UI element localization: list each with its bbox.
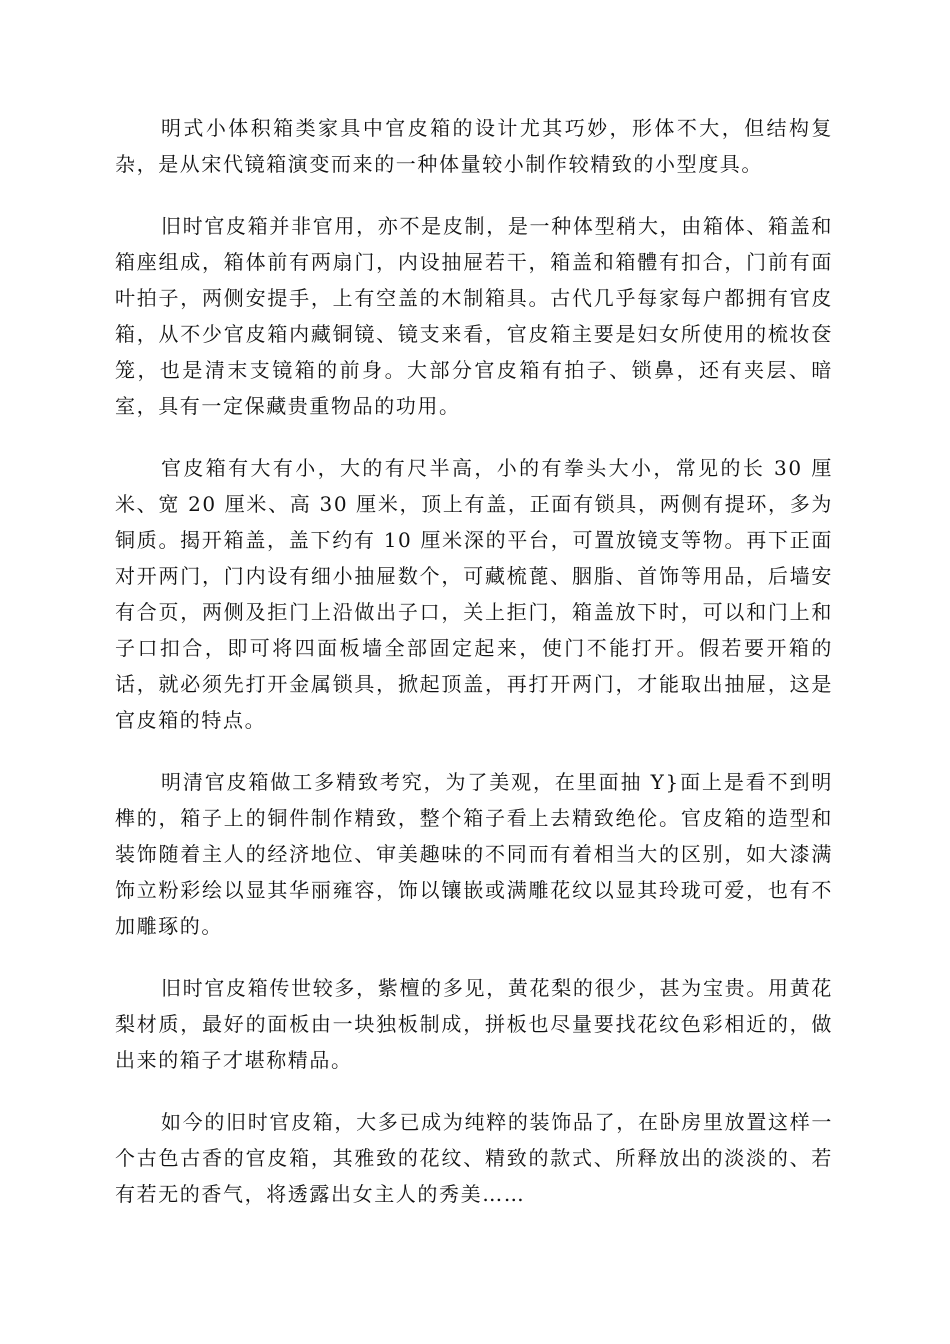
document-page <box>115 110 833 1238</box>
paragraph-4: 明清官皮箱做工多精致考究，为了美观，在里面抽 Y}面上是看不到明榫的，箱子上的铜件制作精致，整个箱子看上去精致绝伦。官皮箱的造型和装饰随着主人的经济地位、审美趣味的不同而有着相当大的区别，如大漆满饰立粉彩绘以显其华丽雍容，饰以镶嵌或满雕花纹以显其玲珑可爱，也有不加雕琢的。 <box>115 770 833 938</box>
paragraph-6: 如今的旧时官皮箱，大多已成为纯粹的装饰品了，在卧房里放置这样一个古色古香的官皮箱，其雅致的花纹、精致的款式、所释放出的淡淡的、若有若无的香气，将透露出女主人的秀美…… <box>115 1110 833 1206</box>
paragraph-2: 旧时官皮箱并非官用，亦不是皮制，是一种体型稍大，由箱体、箱盖和箱座组成，箱体前有两扇门，内设抽屉若干，箱盖和箱體有扣合，门前有面叶拍子，两侧安提手，上有空盖的木制箱具。古代几乎每家每户都拥有官皮箱，从不少官皮箱内藏铜镜、镜支来看，官皮箱主要是妇女所使用的梳妆奁笼，也是清末支镜箱的前身。大部分官皮箱有拍子、锁鼻，还有夹层、暗室，具有一定保藏贵重物品的功用。 <box>115 214 833 418</box>
paragraph-5: 旧时官皮箱传世较多，紫檀的多见，黄花梨的很少，甚为宝贵。用黄花梨材质，最好的面板由一块独板制成，拼板也尽量要找花纹色彩相近的，做出来的箱子才堪称精品。 <box>115 976 833 1072</box>
paragraph-3: 官皮箱有大有小，大的有尺半高，小的有拳头大小，常见的长 30 厘米、宽 20 厘米、高 30 厘米，顶上有盖，正面有锁具，两侧有提环，多为铜质。揭开箱盖，盖下约有 10 厘米深的平台，可置放镜支等物。再下正面对开两门，门内设有细小抽屉数个，可藏梳蓖、胭脂、首饰等用品，后墙安有合页，两侧及拒门上沿做出子口，关上拒门，箱盖放下时，可以和门上和子口扣合，即可将四面板墙全部固定起来，使门不能打开。假若要开箱的话，就必须先打开金属锁具，掀起顶盖，再打开两门，才能取出抽屉，这是官皮箱的特点。 <box>115 456 833 732</box>
paragraph-1: 明式小体积箱类家具中官皮箱的设计尤其巧妙，形体不大，但结构复杂，是从宋代镜箱演变而来的一种体量较小制作较精致的小型度具。 <box>115 116 833 176</box>
